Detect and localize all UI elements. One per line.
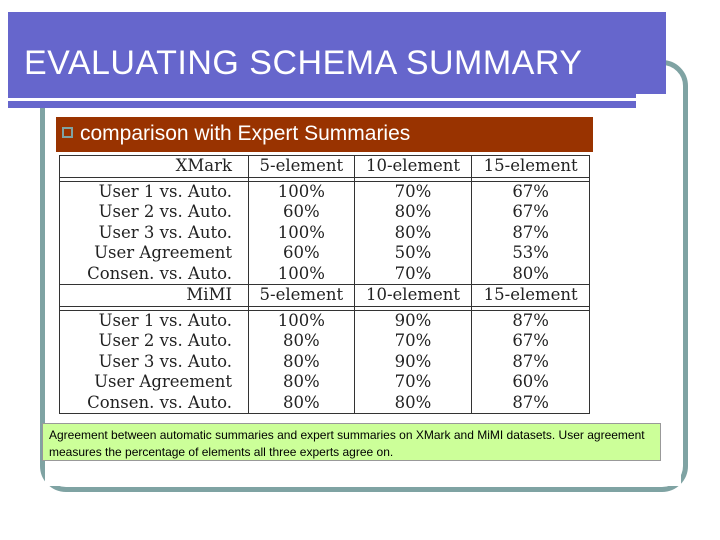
table-cell: 80% [249, 331, 355, 352]
bullet-bar [56, 117, 593, 152]
table-cell: 87% [472, 310, 590, 331]
row-label: Consen. vs. Auto. [60, 393, 249, 414]
table-row [60, 331, 590, 352]
comparison-table [59, 155, 590, 414]
table-cell: 90% [354, 352, 472, 373]
table-cell: 60% [472, 372, 590, 393]
table-row [60, 202, 590, 223]
table-row [60, 393, 590, 414]
row-label: User 1 vs. Auto. [60, 310, 249, 331]
table-cell: 87% [472, 352, 590, 373]
header-cell: MiMI [60, 285, 249, 307]
table-cell: 60% [249, 243, 355, 264]
table-cell: 53% [472, 243, 590, 264]
row-label: User 2 vs. Auto. [60, 202, 249, 223]
table-row [60, 352, 590, 373]
header-cell: XMark [60, 156, 249, 178]
row-label: User Agreement [60, 243, 249, 264]
table-cell: 67% [472, 331, 590, 352]
table-row [60, 264, 590, 285]
table-cell: 70% [354, 264, 472, 285]
table-row [60, 223, 590, 244]
table-cell: 90% [354, 310, 472, 331]
table-cell: 100% [249, 223, 355, 244]
row-label: User 2 vs. Auto. [60, 331, 249, 352]
row-label: User 1 vs. Auto. [60, 181, 249, 202]
table-cell: 70% [354, 372, 472, 393]
table-cell: 80% [249, 393, 355, 414]
table-cell: 100% [249, 264, 355, 285]
row-label: User 3 vs. Auto. [60, 352, 249, 373]
table-cell: 80% [354, 393, 472, 414]
header-cell: 15-element [472, 156, 590, 178]
table-row [60, 372, 590, 393]
table-cell: 80% [472, 264, 590, 285]
title-bar [8, 12, 666, 94]
header-cell: 10-element [354, 285, 472, 307]
table-cell: 80% [354, 223, 472, 244]
table-cell: 60% [249, 202, 355, 223]
table-cell: 100% [249, 181, 355, 202]
table-cell: 50% [354, 243, 472, 264]
table-row [60, 310, 590, 331]
table-cell: 80% [249, 352, 355, 373]
header-cell: 15-element [472, 285, 590, 307]
table-cell: 67% [472, 202, 590, 223]
table-row [60, 181, 590, 202]
table-cell: 67% [472, 181, 590, 202]
header-cell: 10-element [354, 156, 472, 178]
table-cell: 100% [249, 310, 355, 331]
row-label: Consen. vs. Auto. [60, 264, 249, 285]
table-cell: 80% [354, 202, 472, 223]
table-cell: 87% [472, 393, 590, 414]
title-underline-lower [8, 101, 636, 108]
table-cell: 87% [472, 223, 590, 244]
header-cell: 5-element [249, 156, 355, 178]
table-cell: 70% [354, 181, 472, 202]
table-header-row [60, 285, 590, 307]
table-caption: Agreement between automatic summaries and expert summaries on XMark and MiMI datasets. User agreement measures the percentage of elements all three experts agree on. [42, 423, 661, 461]
table-header-row [60, 156, 590, 178]
row-label: User Agreement [60, 372, 249, 393]
table-cell: 80% [249, 372, 355, 393]
table-cell: 70% [354, 331, 472, 352]
table-row [60, 243, 590, 264]
row-label: User 3 vs. Auto. [60, 223, 249, 244]
slide-title: EVALUATING SCHEMA SUMMARY [24, 44, 583, 82]
square-bullet-icon [62, 127, 73, 138]
bullet-text: comparison with Expert Summaries [80, 122, 411, 145]
header-cell: 5-element [249, 285, 355, 307]
